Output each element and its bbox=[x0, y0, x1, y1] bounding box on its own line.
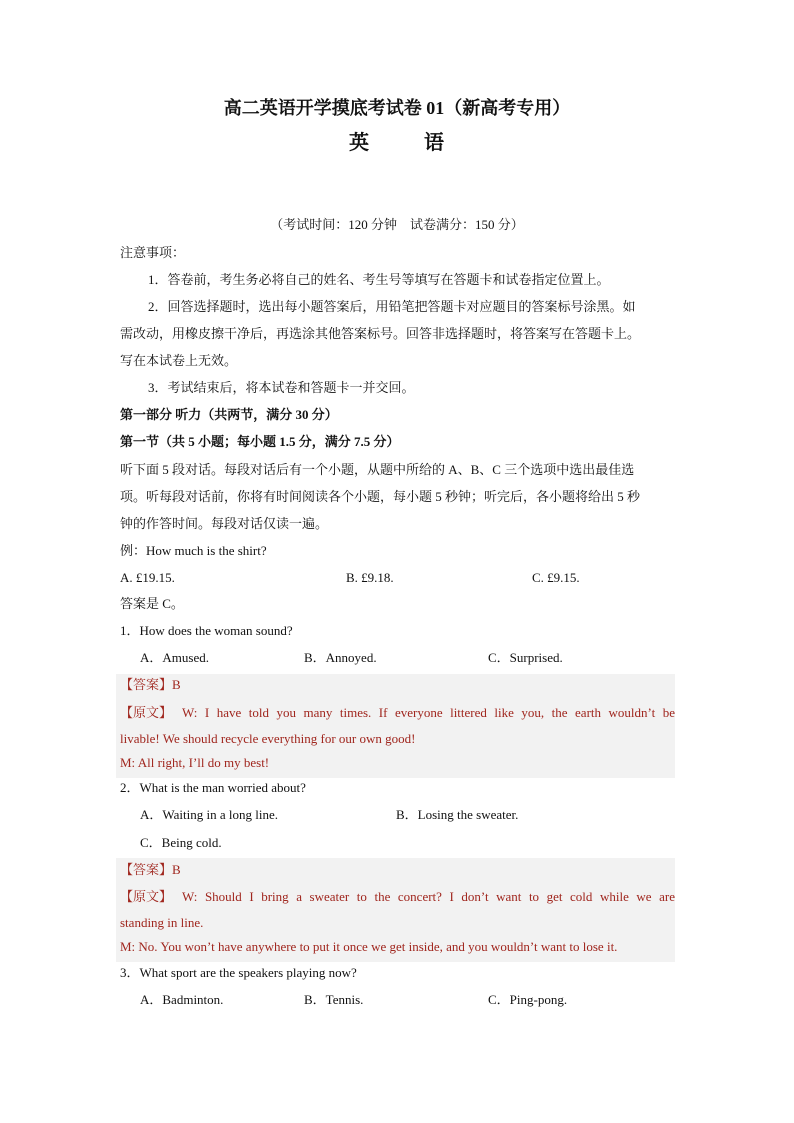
question-3-option-c: C．Ping-pong. bbox=[488, 992, 568, 1007]
example-answer: 答案是 C。 bbox=[120, 596, 184, 611]
note-item-2-line-1: 2．回答选择题时，选出每小题答案后，用铅笔把答题卡对应题目的答案标号涂黑。如 bbox=[148, 299, 636, 314]
question-1-transcript-line-3: M: All right, I’ll do my best! bbox=[120, 755, 270, 770]
question-2-transcript-line-2: standing in line. bbox=[120, 915, 204, 930]
question-2-transcript-line-3: M: No. You won’t have anywhere to put it once we get inside, and you wouldn’t want to lose it. bbox=[120, 939, 618, 954]
instructions-line-2: 项。听每段对话前，你将有时间阅读各个小题，每小题 5 秒钟；听完后，各小题将给出 5 秒 bbox=[120, 489, 641, 504]
note-item-2-line-2: 需改动，用橡皮擦干净后，再选涂其他答案标号。回答非选择题时，将答案写在答题卡上。 bbox=[120, 326, 641, 341]
section-one-heading: 第一节（共 5 小题；每小题 1.5 分，满分 7.5 分） bbox=[120, 434, 400, 449]
question-2-option-b: B．Losing the sweater. bbox=[396, 807, 519, 822]
note-item-1: 1．答卷前，考生务必将自己的姓名、考生号等填写在答题卡和试卷指定位置上。 bbox=[148, 272, 610, 287]
question-1-option-b: B．Annoyed. bbox=[304, 650, 377, 665]
question-2-transcript-label: 【原文】 bbox=[120, 889, 173, 904]
notes-heading: 注意事项： bbox=[120, 245, 186, 260]
question-1-stem: 1．How does the woman sound? bbox=[120, 623, 293, 638]
question-3-option-a: A．Badminton. bbox=[140, 992, 224, 1007]
subject-char-right: 语 bbox=[424, 132, 446, 154]
example-question: 例：How much is the shirt? bbox=[120, 543, 267, 558]
question-1-transcript-line-1: W: I have told you many times. If everyone littered like you, the earth wouldn’t be bbox=[182, 705, 675, 720]
question-2-option-c: C．Being cold. bbox=[140, 835, 222, 850]
question-3-option-b: B．Tennis. bbox=[304, 992, 364, 1007]
question-2-option-a: A．Waiting in a long line. bbox=[140, 807, 278, 822]
example-option-c: C. £9.15. bbox=[532, 570, 580, 585]
question-2-answer: 【答案】B bbox=[120, 862, 181, 877]
instructions-line-1: 听下面 5 段对话。每段对话后有一个小题，从题中所给的 A、B、C 三个选项中选出最佳选 bbox=[120, 462, 635, 477]
question-1-option-a: A．Amused. bbox=[140, 650, 209, 665]
question-3-stem: 3．What sport are the speakers playing now? bbox=[120, 965, 357, 980]
subject-char-left: 英 bbox=[349, 132, 371, 154]
question-1-option-c: C．Surprised. bbox=[488, 650, 563, 665]
question-1-transcript-label: 【原文】 bbox=[120, 705, 173, 720]
example-option-a: A. £19.15. bbox=[120, 570, 175, 585]
question-1-transcript-line-2: livable! We should recycle everything for our own good! bbox=[120, 731, 416, 746]
example-option-b: B. £9.18. bbox=[346, 570, 394, 585]
part-one-heading: 第一部分 听力（共两节，满分 30 分） bbox=[120, 407, 338, 422]
note-item-2-line-3: 写在本试卷上无效。 bbox=[120, 353, 238, 368]
exam-title: 高二英语开学摸底考试卷 01（新高考专用） bbox=[223, 98, 571, 118]
note-item-3: 3．考试结束后，将本试卷和答题卡一并交回。 bbox=[148, 380, 415, 395]
question-1-answer: 【答案】B bbox=[120, 677, 181, 692]
question-2-transcript-line-1: W: Should I bring a sweater to the concert? I don’t want to get cold while we are bbox=[182, 889, 675, 904]
instructions-line-3: 钟的作答时间。每段对话仅读一遍。 bbox=[120, 516, 329, 531]
exam-info: （考试时间：120 分钟 试卷满分：150 分） bbox=[270, 217, 524, 232]
question-2-stem: 2．What is the man worried about? bbox=[120, 780, 306, 795]
